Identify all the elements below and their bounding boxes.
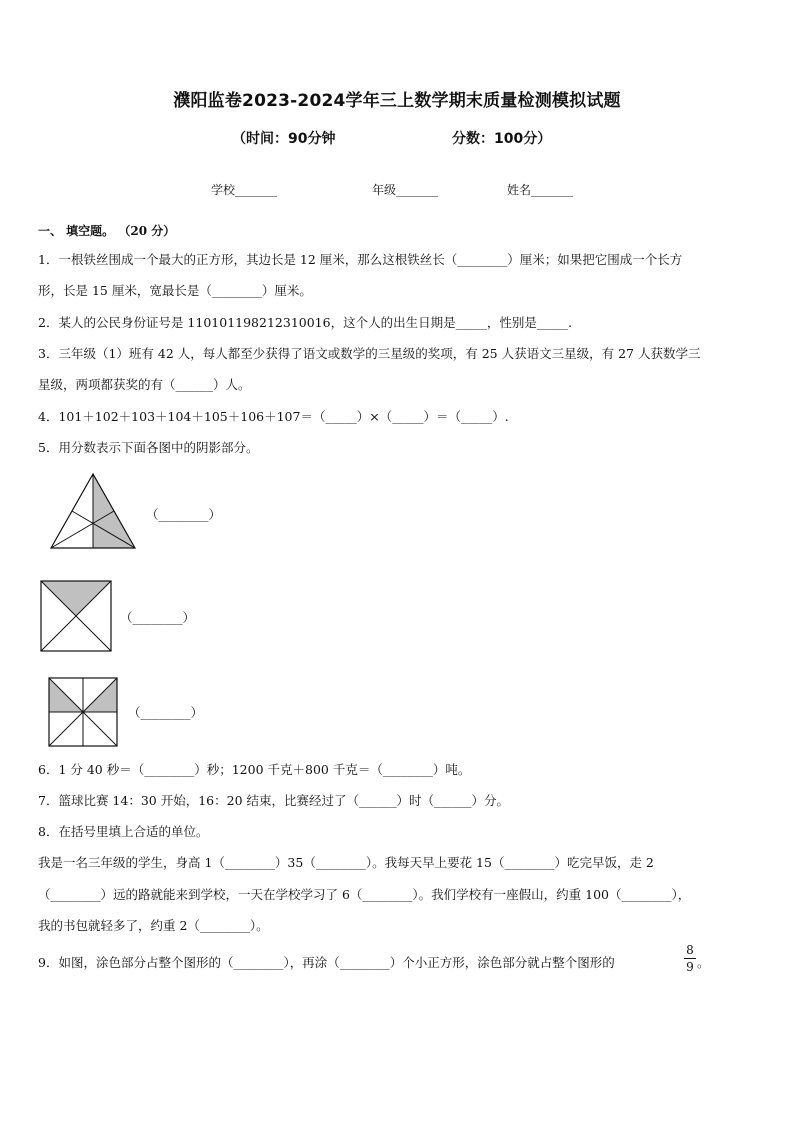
page-title: 濮阳监卷2023-2024学年三上数学期末质量检测模拟试题 [173, 91, 621, 111]
question-8-line-2: （________）远的路就能来到学校，一天在学校学习了 6（________）。我们学校有一座假山，约重 100（________）， [38, 887, 691, 902]
name-field: 姓名_______ [507, 183, 574, 197]
fraction-denominator: 9 [686, 960, 694, 974]
question-8-line-1: 我是一名三年级的学生，身高 1（________）35（________）。我每天早上要花 15（________）吃完早饭，走 2 [38, 855, 654, 870]
square-shaded-region [41, 581, 111, 616]
figure-1-answer-blank[interactable]: （________） [146, 507, 222, 522]
grade-field: 年级_______ [372, 183, 439, 197]
fraction-eight-ninths [684, 943, 696, 974]
exam-score: 分数：100分） [452, 131, 552, 147]
square-diagonal-figure [40, 580, 112, 652]
question-6: 6．1 分 40 秒＝（________）秒；1200 千克＋800 千克＝（________）吨。 [38, 762, 471, 777]
question-8-line-3: 我的书包就轻多了，约重 2（________）。 [38, 918, 269, 933]
question-1-line-2: 形，长是 15 厘米，宽最长是（________）厘米。 [38, 283, 312, 298]
figure-3-answer-blank[interactable]: （________） [128, 705, 204, 720]
question-9-end: 。 [697, 955, 710, 970]
exam-time: （时间：90分钟 [232, 131, 336, 147]
question-9: 9．如图，涂色部分占整个图形的（________），再涂（________）个小正方形，涂色部分就占整个图形的 [38, 955, 615, 970]
question-2: 2．某人的公民身份证号是 110101198212310016，这个人的出生日期是_____，性别是_____. [38, 315, 573, 330]
figure-2-answer-blank[interactable]: （________） [120, 610, 196, 625]
question-4: 4．101＋102＋103＋104＋105＋106＋107＝（_____）×（_____）＝（_____）. [38, 409, 509, 424]
question-8: 8．在括号里填上合适的单位。 [38, 824, 209, 839]
triangle-figure [48, 472, 138, 550]
question-1-line-1: 1．一根铁丝围成一个最大的正方形，其边长是 12 厘米，那么这根铁丝长（________）厘米；如果把它围成一个长方 [38, 252, 683, 267]
eight-part-square-figure [48, 677, 118, 747]
question-7: 7．篮球比赛 14：30 开始，16：20 结束，比赛经过了（______）时（______）分。 [38, 793, 509, 808]
school-field: 学校_______ [211, 183, 278, 197]
section-heading: 一、 填空题。 （20 分） [38, 224, 176, 238]
question-3-line-2: 星级，两项都获奖的有（______）人。 [38, 377, 251, 392]
question-3-line-1: 3．三年级（1）班有 42 人，每人都至少获得了语文或数学的三星级的奖项，有 25 人获语文三星级，有 27 人获数学三 [38, 346, 701, 361]
question-5: 5．用分数表示下面各图中的阴影部分。 [38, 440, 259, 455]
fraction-bar [684, 958, 696, 959]
fraction-numerator: 8 [686, 943, 694, 957]
